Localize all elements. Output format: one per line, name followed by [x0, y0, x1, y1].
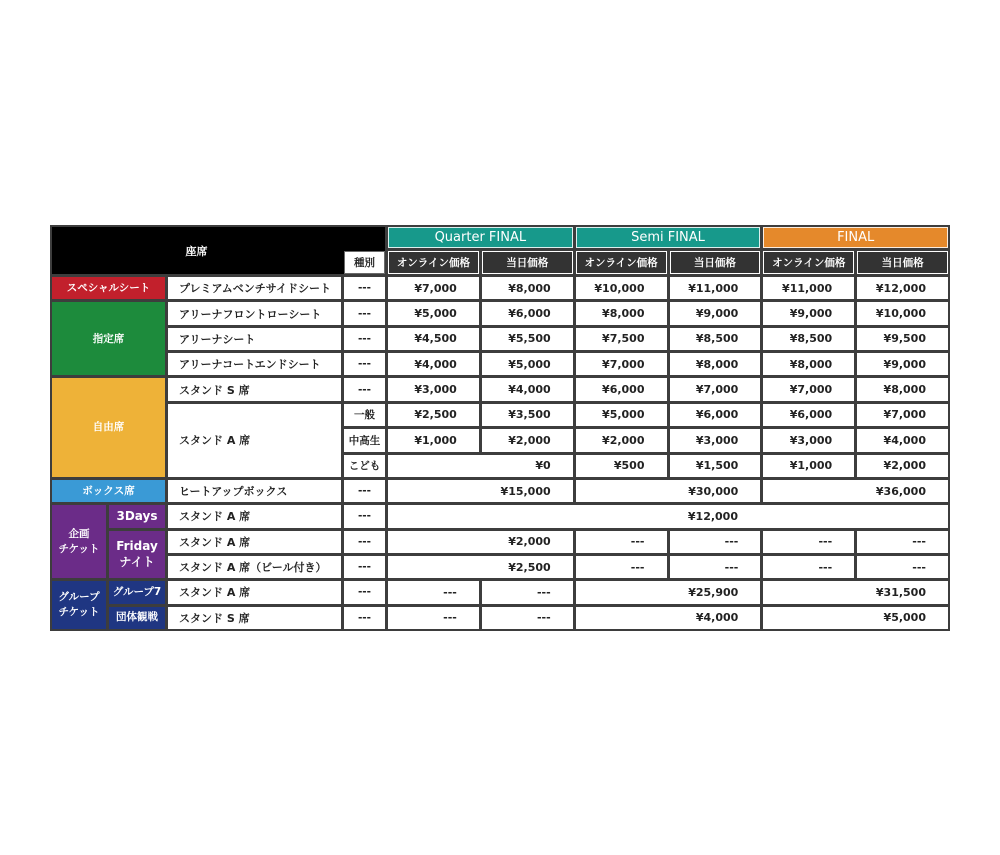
price-quarter-final-online: ---: [388, 581, 479, 603]
category-special-seat: スペシャルシート: [52, 277, 165, 299]
category-plan-ticket: 企画 チケット: [52, 505, 106, 578]
seat-type: ---: [344, 531, 385, 553]
price-semi-final-online: ¥2,000: [576, 429, 667, 451]
price-semi-final-online: ¥500: [576, 455, 667, 477]
price-quarter-final-online: ¥7,000: [388, 277, 479, 299]
price-final-door: ---: [857, 531, 948, 553]
seat-type: ---: [344, 607, 385, 629]
price-final-door: ¥10,000: [857, 302, 948, 324]
price-quarter-final-door: ¥4,000: [482, 378, 573, 400]
online-price-header: オンライン価格: [576, 251, 667, 274]
round-header-semi-final: Semi FINAL: [576, 227, 761, 248]
price-semi-final-door: ¥6,000: [670, 404, 761, 426]
price-final-online: ¥1,000: [763, 455, 854, 477]
price-quarter-final-online: ¥4,000: [388, 353, 479, 375]
price-semi-final-door: ¥11,000: [670, 277, 761, 299]
price-quarter-final-door: ¥3,500: [482, 404, 573, 426]
price-semi-final-door: ---: [670, 531, 761, 553]
seat-name: プレミアムベンチサイドシート: [168, 277, 341, 299]
price-semi-final-door: ¥8,500: [670, 328, 761, 350]
price-final-door: ---: [857, 556, 948, 578]
seat-name: アリーナフロントローシート: [168, 302, 341, 324]
seat-type: ---: [344, 505, 385, 527]
price-quarter-final-online: ¥5,000: [388, 302, 479, 324]
seat-type: ---: [344, 378, 385, 400]
price-quarter-final-door: ---: [482, 607, 573, 629]
seat-name: ヒートアップボックス: [168, 480, 341, 502]
seat-name: スタンド A 席: [168, 581, 341, 603]
seat-name: アリーナコートエンドシート: [168, 353, 341, 375]
seat-name: スタンド S 席: [168, 607, 341, 629]
online-price-header: オンライン価格: [388, 251, 479, 274]
price-quarter-final-online: ¥3,000: [388, 378, 479, 400]
price-quarter-final-door: ---: [482, 581, 573, 603]
door-price-header: 当日価格: [670, 251, 761, 274]
price-final-door: ¥7,000: [857, 404, 948, 426]
price-semi-final: ¥30,000: [576, 480, 761, 502]
price-quarter-final-door: ¥2,000: [482, 429, 573, 451]
round-header-final: FINAL: [763, 227, 948, 248]
price-semi-final-online: ¥8,000: [576, 302, 667, 324]
price-semi-final-door: ¥3,000: [670, 429, 761, 451]
price-final: ¥5,000: [763, 607, 948, 629]
seat-type-general: 一般: [344, 404, 385, 426]
price-final-online: ---: [763, 556, 854, 578]
seat-name: アリーナシート: [168, 328, 341, 350]
price-final-online: ¥11,000: [763, 277, 854, 299]
seat-type: ---: [344, 277, 385, 299]
price-final: ¥31,500: [763, 581, 948, 603]
round-header-quarter-final: Quarter FINAL: [388, 227, 573, 248]
price-semi-final-door: ¥7,000: [670, 378, 761, 400]
seat-type: ---: [344, 480, 385, 502]
seat-type-student: 中高生: [344, 429, 385, 451]
price-final-online: ¥8,000: [763, 353, 854, 375]
seat-name: スタンド S 席: [168, 378, 341, 400]
category-group-ticket: グループ チケット: [52, 581, 106, 629]
online-price-header: オンライン価格: [763, 251, 854, 274]
price-semi-final-door: ---: [670, 556, 761, 578]
price-quarter-final: ¥2,000: [388, 531, 573, 553]
price-final-door: ¥9,000: [857, 353, 948, 375]
price-quarter-final-online: ¥1,000: [388, 429, 479, 451]
price-final-door: ¥8,000: [857, 378, 948, 400]
seat-type-child: こども: [344, 455, 385, 477]
seat-name: スタンド A 席: [168, 404, 341, 477]
price-semi-final-online: ¥6,000: [576, 378, 667, 400]
price-semi-final-online: ---: [576, 531, 667, 553]
price-final-online: ¥6,000: [763, 404, 854, 426]
price-final-door: ¥2,000: [857, 455, 948, 477]
seat-type: ---: [344, 581, 385, 603]
price-semi-final-online: ¥7,000: [576, 353, 667, 375]
price-quarter-final-door: ¥5,500: [482, 328, 573, 350]
price-semi-final: ¥25,900: [576, 581, 761, 603]
category-reserved-seat: 指定席: [52, 302, 165, 375]
door-price-header: 当日価格: [482, 251, 573, 274]
seat-type: ---: [344, 328, 385, 350]
price-semi-final-online: ¥7,500: [576, 328, 667, 350]
price-all-rounds: ¥12,000: [388, 505, 948, 527]
category-box-seat: ボックス席: [52, 480, 165, 502]
price-quarter-final-door: ¥5,000: [482, 353, 573, 375]
price-final: ¥36,000: [763, 480, 948, 502]
category-free-seat: 自由席: [52, 378, 165, 476]
type-header: 種別: [344, 251, 385, 274]
subcategory-friday-night: Friday ナイト: [109, 531, 165, 579]
price-quarter-final-door: ¥8,000: [482, 277, 573, 299]
price-final-door: ¥12,000: [857, 277, 948, 299]
seat-name: スタンド A 席（ビール付き）: [168, 556, 341, 578]
price-quarter-final-door: ¥6,000: [482, 302, 573, 324]
price-semi-final-online: ¥5,000: [576, 404, 667, 426]
price-final-online: ¥7,000: [763, 378, 854, 400]
seat-header: 座席: [52, 227, 385, 274]
ticket-price-table: [50, 225, 950, 631]
seat-name: スタンド A 席: [168, 531, 341, 553]
price-quarter-final: ¥2,500: [388, 556, 573, 578]
price-semi-final-online: ---: [576, 556, 667, 578]
price-final-online: ¥9,000: [763, 302, 854, 324]
price-final-online: ¥8,500: [763, 328, 854, 350]
subcategory-group-viewing: 団体観戦: [109, 607, 165, 629]
price-quarter-final-online: ¥2,500: [388, 404, 479, 426]
price-quarter-final-online: ¥4,500: [388, 328, 479, 350]
seat-name: スタンド A 席: [168, 505, 341, 527]
price-final-online: ---: [763, 531, 854, 553]
subcategory-group-7: グループ7: [109, 581, 165, 603]
seat-type: ---: [344, 353, 385, 375]
price-semi-final-door: ¥1,500: [670, 455, 761, 477]
price-semi-final: ¥4,000: [576, 607, 761, 629]
price-semi-final-online: ¥10,000: [576, 277, 667, 299]
price-final-online: ¥3,000: [763, 429, 854, 451]
subcategory-3days: 3Days: [109, 505, 165, 527]
price-final-door: ¥9,500: [857, 328, 948, 350]
door-price-header: 当日価格: [857, 251, 948, 274]
price-quarter-final: ¥0: [388, 455, 573, 477]
price-semi-final-door: ¥8,000: [670, 353, 761, 375]
price-semi-final-door: ¥9,000: [670, 302, 761, 324]
price-quarter-final: ¥15,000: [388, 480, 573, 502]
seat-type: ---: [344, 556, 385, 578]
price-final-door: ¥4,000: [857, 429, 948, 451]
seat-type: ---: [344, 302, 385, 324]
price-quarter-final-online: ---: [388, 607, 479, 629]
